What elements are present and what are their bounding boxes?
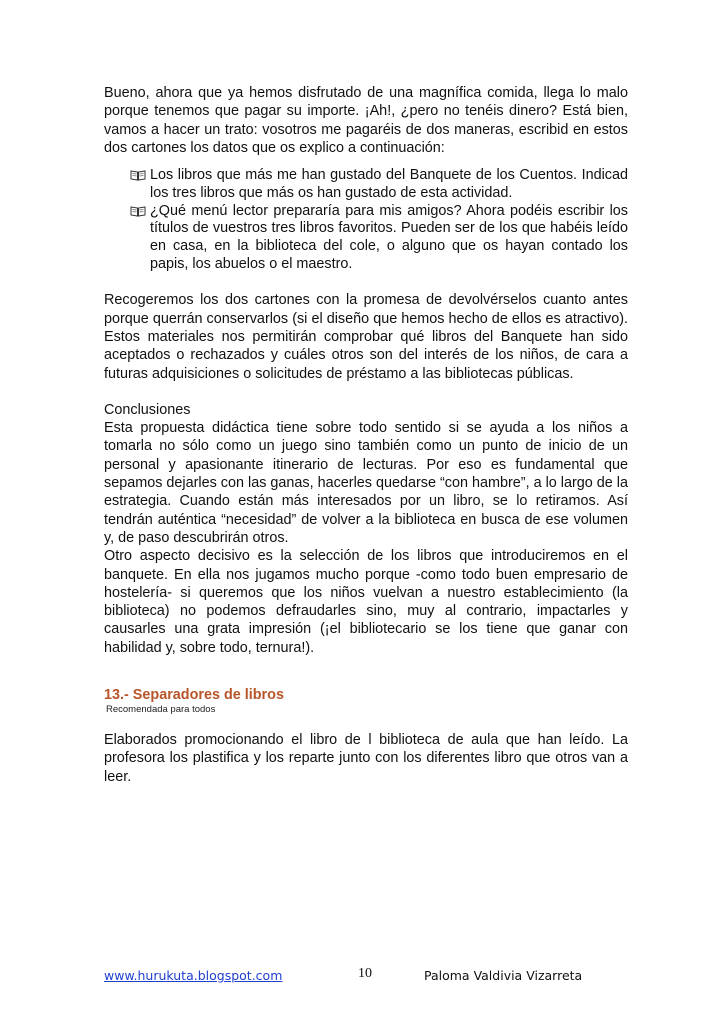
section-note: Recomendada para todos [106,704,216,716]
book-icon [130,169,146,181]
list-item: Los libros que más me han gustado del Banquete de los Cuentos. Indicad los tres libros que más os han gustado de esta actividad. [104,167,628,202]
footer-link[interactable]: www.hurukuta.blogspot.com [104,968,283,983]
conclusions-paragraph-2: Otro aspecto decisivo es la selección de los libros que introduciremos en el banquete. En ella nos jugamos mucho porque -como todo buen empresario de hostelería- si queremos que los niños vuelvan a nuestro establecimiento (la biblioteca) no podemos defraudarles sino, muy al contrario, impactarles y causarles una grata impresión (¡el bibliotecario se los tiene que ganar con habilidad y, sobre todo, ternura!). [104,548,628,656]
list-item: ¿Qué menú lector prepararía para mis amigos? Ahora podéis escribir los títulos de vuestros tres libros favoritos. Pueden ser de los que habéis leído en casa, en la biblioteca del cole, o alguno que os hayan contado los papis, los abuelos o el maestro. [104,203,628,274]
collect-paragraph: Recogeremos los dos cartones con la promesa de devolvérselos cuanto antes porque querrán conservarlos (si el diseño que hemos hecho de ellos es atractivo). Estos materiales nos permitirán comprobar qué libros del Banquete han sido aceptados o rechazados y cuáles otros son del interés de los niños, de cara a futuras adquisiciones o solicitudes de préstamo a las bibliotecas públicas. [104,292,628,382]
conclusions-title: Conclusiones [104,401,191,418]
section-body: Elaborados promocionando el libro de l biblioteca de aula que han leído. La profesora los plastifica y los reparte junto con los diferentes libro que otros van a leer. [104,732,628,785]
book-icon [130,205,146,217]
intro-paragraph: Bueno, ahora que ya hemos disfrutado de una magnífica comida, llega lo malo porque tenemos que pagar su importe. ¡Ah!, ¿pero no tenéis dinero? Está bien, vamos a hacer un trato: vosotros me pagaréis de dos maneras, escribid en estos dos cartones los datos que os explico a continuación: [104,85,628,156]
document-body [104,84,628,786]
page-number: 10 [358,966,372,981]
card-instructions-list [104,167,628,273]
footer-author: Paloma Valdivia Vizarreta [424,968,583,983]
section-heading: 13.- Separadores de libros [104,687,284,704]
page-footer [104,966,624,986]
conclusions-paragraph-1: Esta propuesta didáctica tiene sobre todo sentido si se ayuda a los niños a tomarla no sólo como un juego sino también como un punto de inicio de un personal y apasionante itinerario de lecturas. Por eso es fundamental que sepamos dejarles con las ganas, hacerles quedarse “con hambre”, a lo largo de la estrategia. Cuando están más interesados por un libro, se lo retiramos. Así tendrán auténtica “necesidad” de volver a la biblioteca en busca de ese volumen y, de paso descubrirán otros. [104,420,628,546]
